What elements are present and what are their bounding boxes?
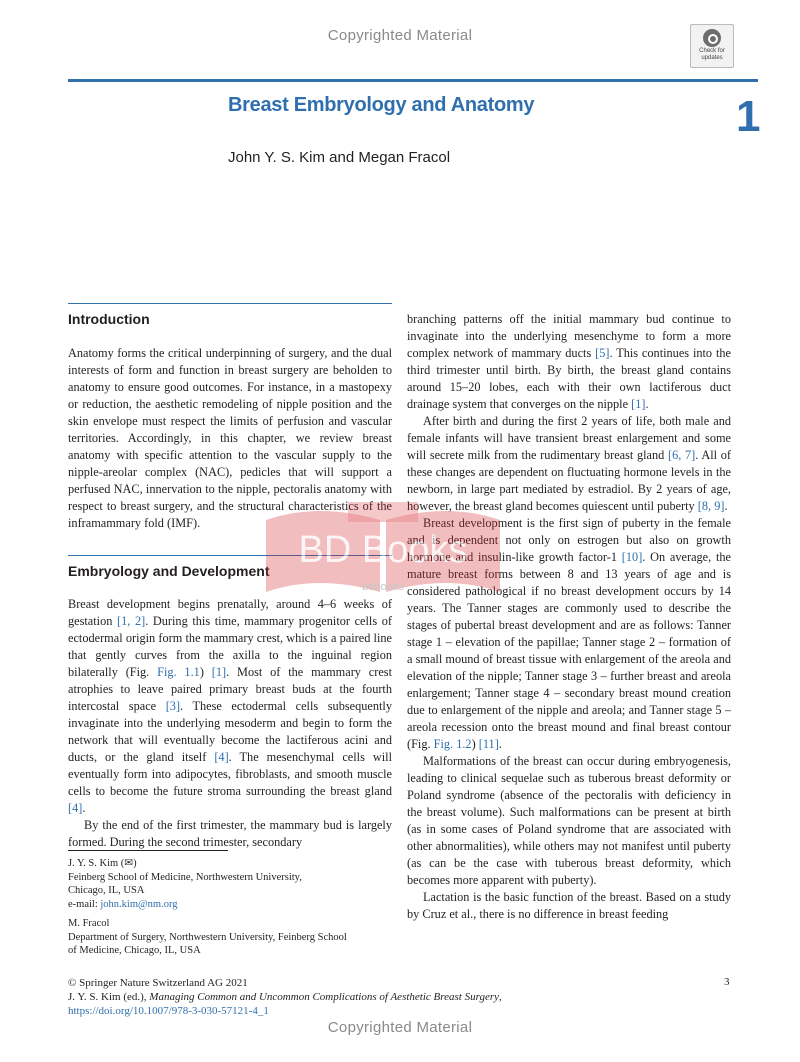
- section-rule-introduction: [68, 303, 392, 304]
- check-for-updates-label: Check for updates: [699, 48, 725, 61]
- author-affiliations: [68, 857, 398, 958]
- copyright-line: © Springer Nature Switzerland AG 2021: [68, 977, 248, 989]
- page-footer: [68, 976, 732, 1018]
- author2-affiliation: Department of Surgery, Northwestern University, Feinberg School: [68, 931, 347, 943]
- section-heading-introduction: Introduction: [68, 311, 150, 327]
- introduction-body: [68, 345, 392, 532]
- author1-affiliation-location: Chicago, IL, USA: [68, 885, 145, 896]
- doi-link[interactable]: https://doi.org/10.1007/978-3-030-57121-4_1: [68, 1005, 269, 1017]
- paragraph: branching patterns off the initial mammary bud continue to invaginate into the underlying mesenchyme to form a more complex network of mammary ducts [5]. This continues into the third trimester until birth. By birth, the breast gland contains around 15–20 lobes, each with their own lactiferous duct drainage system that converges on the nipple [1].: [407, 312, 731, 411]
- watermark-logo-text: BD Books: [298, 529, 468, 571]
- author1-email-link[interactable]: john.kim@nm.org: [100, 898, 178, 910]
- author1-affiliation: Feinberg School of Medicine, Northwestern University,: [68, 871, 302, 883]
- citation-line: J. Y. S. Kim (ed.), Managing Common and Uncommon Complications of Aesthetic Breast Surgery,: [68, 991, 502, 1003]
- paragraph: Anatomy forms the critical underpinning of surgery, and the dual interests of form and function in breast surgery are beholden to anatomy to ensure good outcomes. For instance, in a mastopexy or reduction, the aesthetic remodeling of nipple position and the skin envelope must respect the limits of perfusion and vascular territories. Accordingly, in this chapter, we review breast anatomy with specific attention to the vascular supply to the nipple-areolar complex (NAC), pedicles that will support a perfused NAC, innervation to the nipple, pectoralis anatomy with respect to breast surgery, and the structural characteristics of the inframammary fold (IMF).: [68, 346, 392, 530]
- chapter-title: Breast Embryology and Anatomy: [228, 94, 535, 116]
- copyright-watermark-bottom: Copyrighted Material: [327, 1019, 473, 1036]
- bookmark-icon: [703, 29, 721, 47]
- chapter-authors: John Y. S. Kim and Megan Fracol: [228, 149, 451, 166]
- section-rule-embryology: [68, 555, 392, 556]
- author2-affiliation-location: of Medicine, Chicago, IL, USA: [68, 945, 201, 956]
- paragraph: Lactation is the basic function of the breast. Based on a study by Cruz et al., there is no difference in breast feeding: [407, 890, 731, 921]
- paragraph: Malformations of the breast can occur during embryogenesis, leading to clinical sequelae such as tuberous breast deformity or Poland syndrome (absence of the pectoralis with deficiency in the breast volume). Such malformations can be present at birth (as in some cases of Poland syndrome that are associated with other abnormalities), while others may not manifest until puberty (as can be the case with tuberous breast deformity, which becomes more apparent with puberty).: [407, 754, 731, 887]
- paragraph: Breast development begins prenatally, around 4–6 weeks of gestation [1, 2]. During this time, mammary progenitor cells of ectodermal origin form the mammary crest, which is a paired line that gently curves from the axilla to the inguinal region bilaterally (Fig. Fig. 1.1) [1]. Most of the mammary crest atrophies to leave paired primary breast buds at the fourth intercostal space [3]. These ectodermal cells subsequently invaginate into the underlying mesoderm and begin to form the network that will eventually become the lactiferous acini and ducts, or the gland itself [4]. The mesenchymal cells will eventually form into adipocytes, fibroblasts, and smooth muscle cells to become the future stroma surrounding the breast gland [4].: [68, 597, 393, 815]
- embryology-body: [68, 596, 392, 851]
- paragraph: Breast development is the first sign of puberty in the female and is dependent not only on estrogen but also on growth hormone and insulin-like growth factor-1 [10]. On average, the mature breast forms between 8 and 13 years of age and is considered pathological if no breast development occurs by 14 years. The Tanner stages are commonly used to describe the stages of pubertal breast development and are as follows: Tanner stage 1 – elevation of the papillae; Tanner stage 2 – formation of a small mound of breast tissue with enlargement of the areola and elevation of the nipple; Tanner stage 3 – further breast and areola enlargement; Tanner stage 4 – secondary breast mound creation due to enlargement of the nipple and areola; and Tanner stage 5 – areola recession onto the breast mound and final breast contour (Fig. Fig. 1.2) [11].: [407, 516, 731, 751]
- watermark-logo-subtext: bdbooks: [362, 581, 404, 593]
- footnote-rule: [68, 850, 228, 851]
- right-column-body: [407, 311, 731, 923]
- paragraph: After birth and during the first 2 years of life, both male and female infants will have transient breast enlargement and some will secrete milk from the rudimentary breast gland [6, 7]. All of these changes are dependent on fluctuating hormone levels in the newborn, in large part mediated by estradiol. By 2 years of age, however, the breast gland becomes quiescent until puberty [8, 9].: [407, 414, 731, 513]
- author1-name: J. Y. S. Kim (✉): [68, 858, 137, 869]
- paragraph: By the end of the first trimester, the mammary bud is largely formed. During the second trimester, secondary: [68, 818, 392, 849]
- author2-name: M. Fracol: [68, 918, 110, 929]
- section-heading-embryology: Embryology and Development: [68, 563, 270, 579]
- chapter-number: 1: [736, 92, 761, 141]
- header-rule: [68, 79, 758, 82]
- author1-email-line: e-mail: john.kim@nm.org: [68, 898, 178, 910]
- check-for-updates-badge[interactable]: [690, 24, 734, 68]
- copyright-watermark-top: Copyrighted Material: [327, 27, 473, 44]
- page-number: 3: [724, 976, 730, 988]
